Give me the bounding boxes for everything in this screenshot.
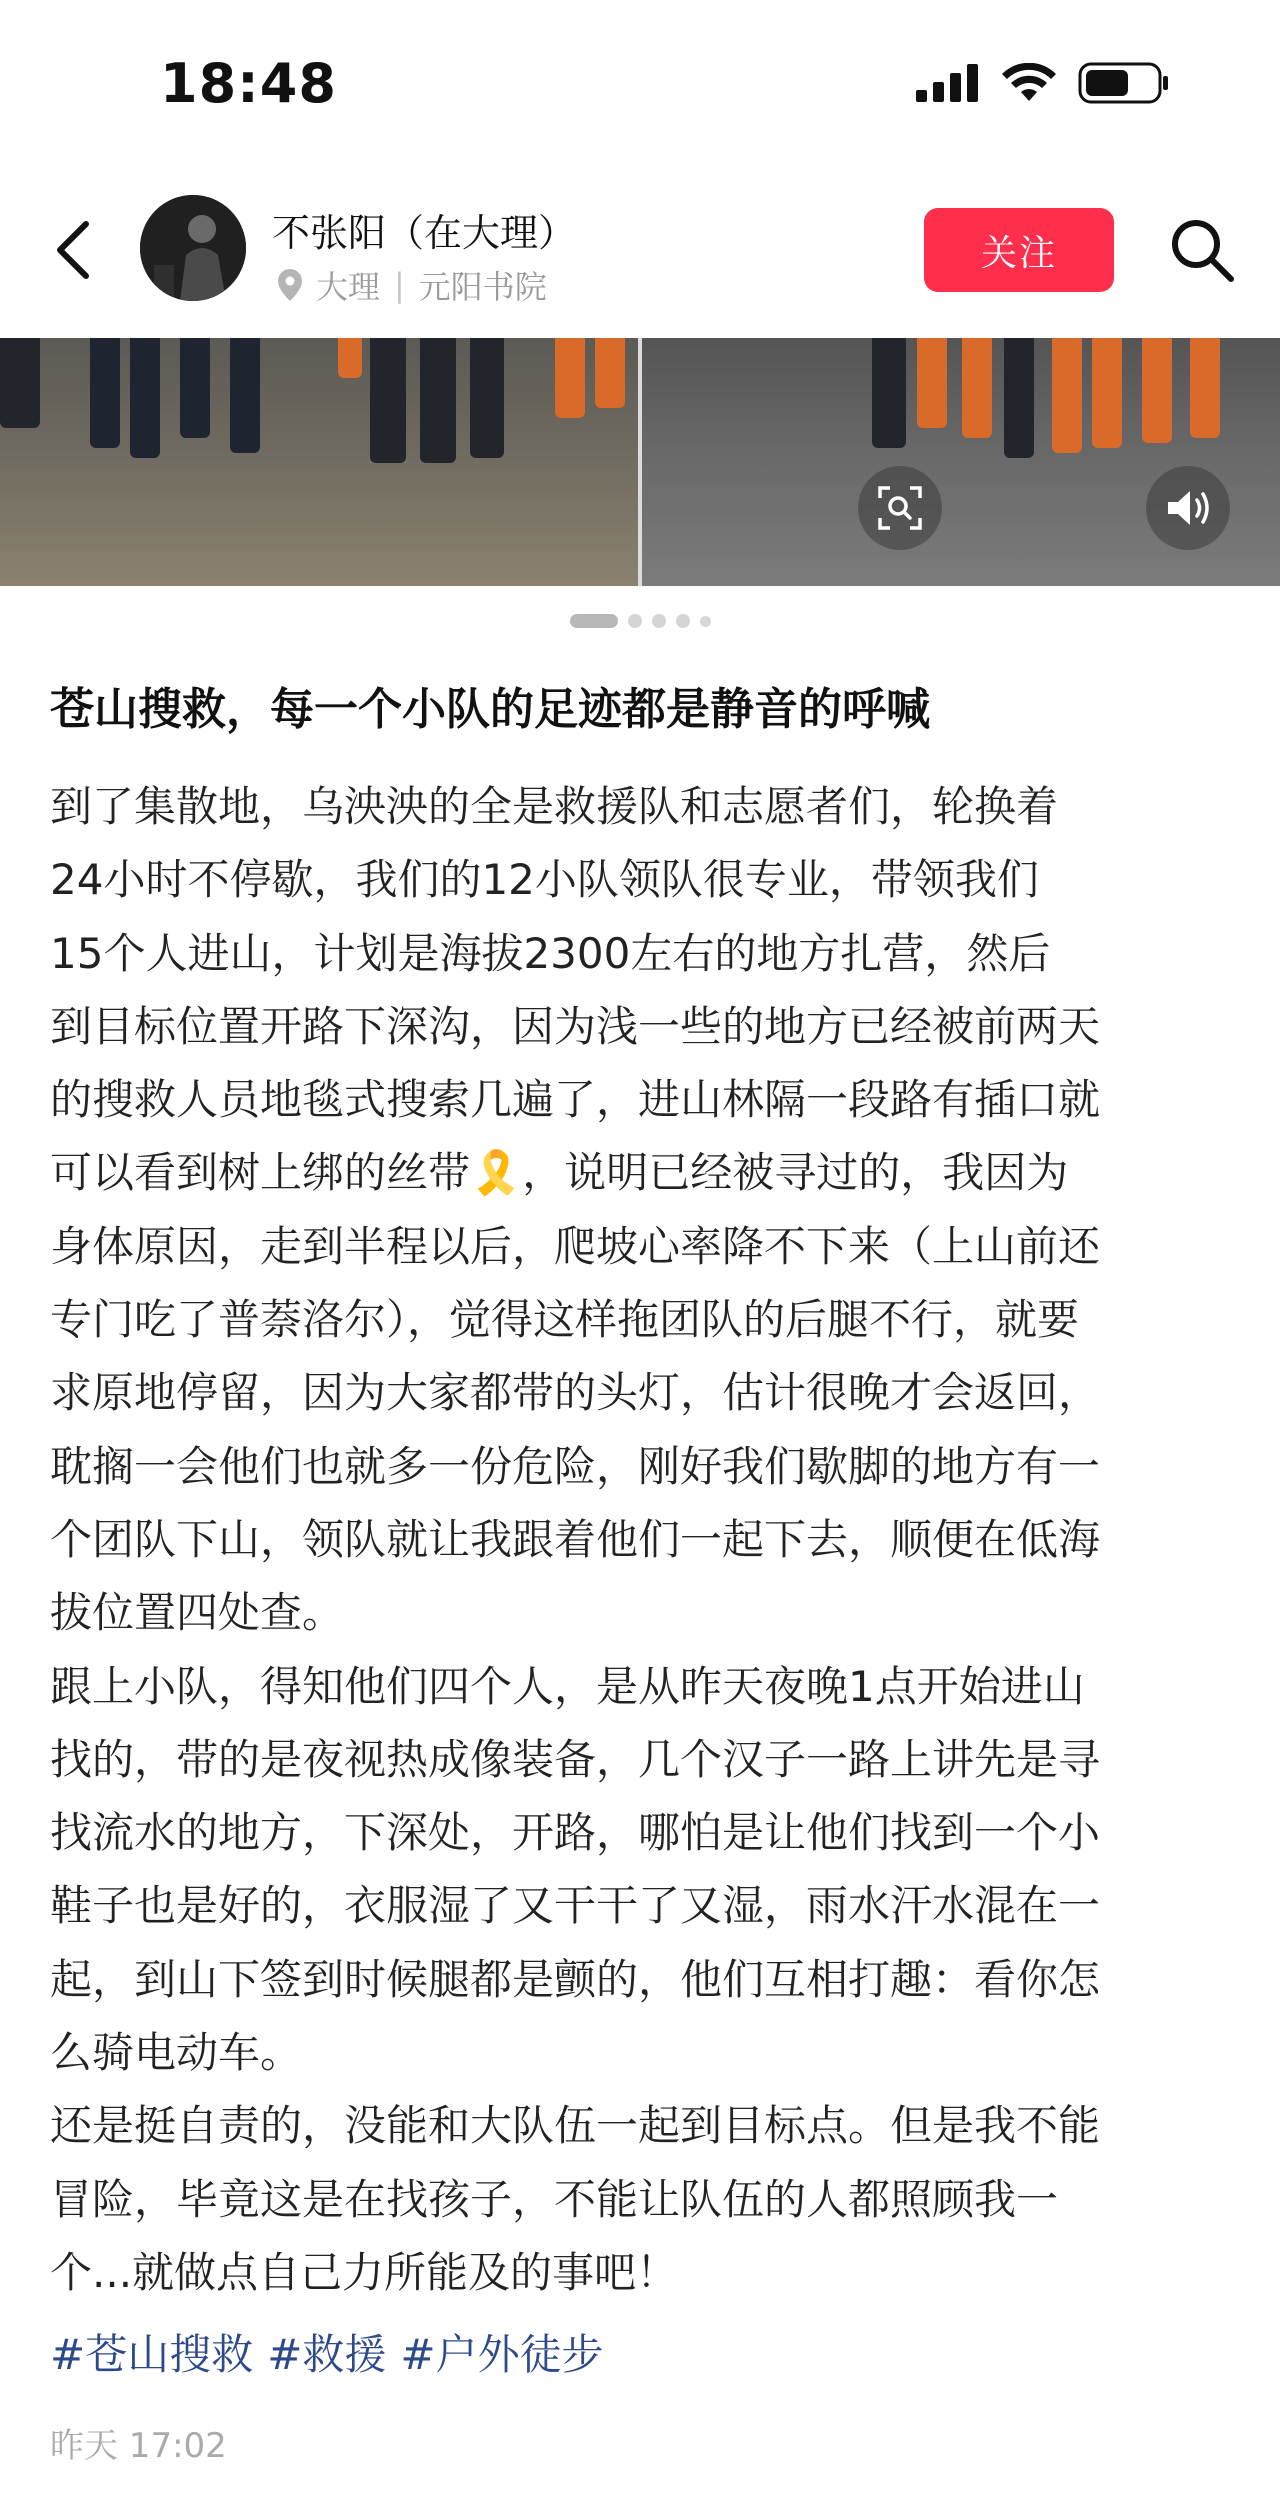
status-icons: [916, 62, 1170, 104]
location-place: 元阳书院: [418, 268, 547, 306]
image-search-button[interactable]: [858, 466, 942, 550]
location-city: 大理: [316, 268, 381, 306]
carousel-image-right: [638, 338, 1280, 586]
search-icon[interactable]: [1168, 216, 1236, 284]
battery-icon: [1078, 62, 1170, 104]
pagination-dot[interactable]: [628, 614, 642, 628]
image-carousel[interactable]: [0, 338, 1280, 586]
author-name[interactable]: 不张阳（在大理）: [272, 211, 577, 255]
speaker-icon: [1166, 488, 1210, 528]
pagination-dot[interactable]: [700, 616, 711, 627]
pagination-dot-active[interactable]: [570, 614, 618, 628]
wifi-icon: [1002, 63, 1056, 103]
post-body: 到了集散地，乌泱泱的全是救援队和志愿者们，轮换着 24小时不停歇，我们的12小队领队很专业，带领我们 15个人进山，计划是海拔2300左右的地方扎营，然后 到目标位置开路下深沟，因为浅一些的地方已经被前两天 的搜救人员地毯式搜索几遍了，进山林隔一段路有插口就 可以看到树上绑的丝带🎗️，说明已经被寻过的，我因为 身体原因，走到半程以后，爬坡心率降不下来（上山前还 专门吃了普萘洛尔），觉得这样拖团队的后腿不行，就要 求原地停留，因为大家都带的头灯，估计很晚才会返回， 耽搁一会他们也就多一份危险，刚好我们歇脚的地方有一 个团队下山，领队就让我跟着他们一起下去，顺便在低海 拔位置四处查。 跟上小队，得知他们四个人，是从昨天夜晚1点开始进山 找的，带的是夜视热成像装备，几个汉子一路上讲先是寻 找流水的地方，下深处，开路，哪怕是让他们找到一个小 鞋子也是好的，衣服湿了又干干了又湿，雨水汗水混在一 起，到山下签到时候腿都是颤的，他们互相打趣：看你怎 么骑电动车。 还是挺自责的，没能和大队伍一起到目标点。但是我不能 冒险，毕竟这是在找孩子，不能让队伍的人都照顾我一 个...就做点自己力所能及的事吧！: [50, 782, 1101, 2297]
carousel-image-left: [0, 338, 638, 586]
sound-toggle-button[interactable]: [1146, 466, 1230, 550]
post-tags: [50, 2318, 604, 2391]
status-bar: [0, 0, 1280, 175]
post-title: 苍山搜救，每一个小队的足迹都是静音的呼喊: [50, 684, 930, 735]
follow-button[interactable]: 关注: [924, 208, 1114, 292]
cellular-signal-icon: [916, 64, 980, 102]
status-time: 18:48: [160, 52, 337, 115]
tag-link[interactable]: #救援: [267, 2330, 387, 2379]
pagination-dot[interactable]: [652, 614, 666, 628]
location-separator: |: [394, 266, 405, 304]
author-avatar[interactable]: [140, 195, 246, 301]
location-pin-icon: [278, 269, 302, 301]
tag-link[interactable]: #苍山搜救: [50, 2330, 254, 2379]
back-chevron-icon[interactable]: [50, 218, 100, 282]
tag-link[interactable]: #户外徒步: [400, 2330, 604, 2379]
post-date: 昨天 17:02: [50, 2426, 227, 2466]
scan-search-icon: [878, 486, 922, 530]
carousel-pagination: [0, 614, 1280, 628]
nav-bar: [0, 180, 1280, 320]
pagination-dot[interactable]: [676, 614, 690, 628]
avatar-photo-icon: [140, 195, 246, 301]
author-location[interactable]: [278, 262, 547, 308]
